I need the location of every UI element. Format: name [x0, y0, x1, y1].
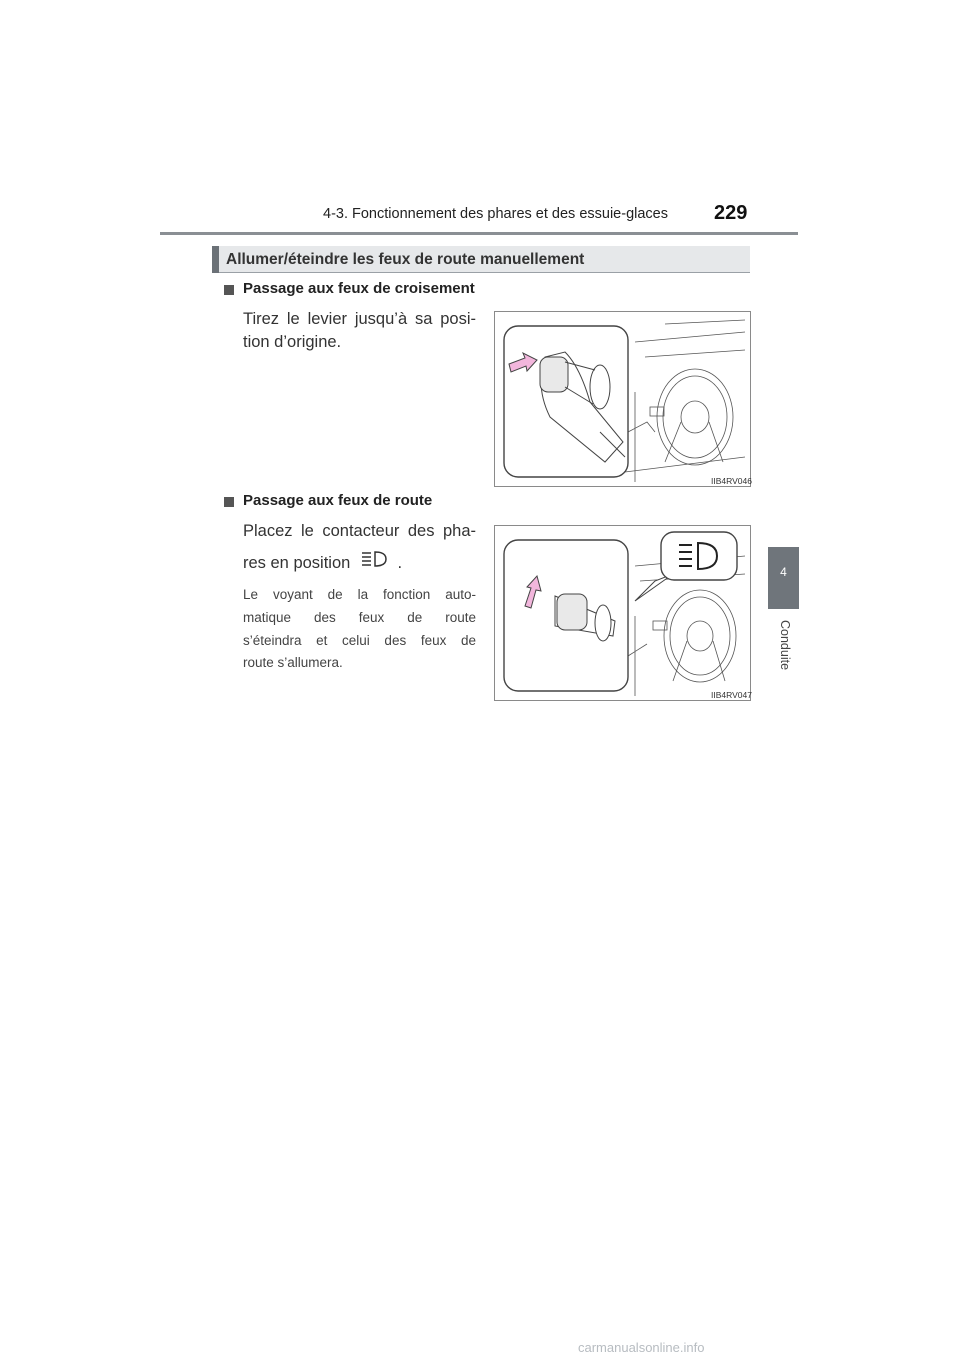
bullet-square — [224, 497, 234, 507]
body-text: . — [397, 554, 403, 572]
high-beam-icon — [359, 549, 389, 579]
body-text-line: tion d’origine. — [243, 333, 342, 351]
body-text-line: Tirez le levier jusqu’à sa posi- — [243, 310, 476, 328]
watermark: carmanualsonline.info — [578, 1340, 705, 1355]
bullet-square — [224, 285, 234, 295]
note-line: route s’allumera. — [243, 655, 343, 670]
body-text: res en position — [243, 554, 351, 572]
subheading-high-beam: Passage aux feux de route — [243, 492, 433, 509]
body-text-line-with-icon — [243, 548, 402, 579]
chapter-label-text: Conduite — [778, 620, 792, 671]
figure-high-beam — [494, 525, 751, 701]
figure-code: IIB4RV047 — [711, 690, 752, 700]
subheading-low-beam: Passage aux feux de croisement — [243, 280, 475, 297]
chapter-number: 4 — [780, 565, 787, 579]
section-heading-accent — [212, 246, 219, 273]
lever-pull-illustration — [495, 312, 750, 486]
page-number: 229 — [714, 202, 748, 224]
chapter-label — [770, 620, 798, 680]
note-line: matique des feux de route — [243, 610, 476, 625]
section-title: Allumer/éteindre les feux de route manuellement — [226, 251, 585, 268]
note-line: Le voyant de la fonction auto- — [243, 587, 476, 602]
lever-push-illustration — [495, 526, 750, 700]
running-header: 4-3. Fonctionnement des phares et des essuie-glaces — [323, 206, 668, 222]
body-text-line: Placez le contacteur des pha- — [243, 522, 476, 540]
figure-code: IIB4RV046 — [711, 476, 752, 486]
note-line: s’éteindra et celui des feux de — [243, 633, 476, 648]
figure-low-beam — [494, 311, 751, 487]
header-rule — [160, 232, 798, 235]
